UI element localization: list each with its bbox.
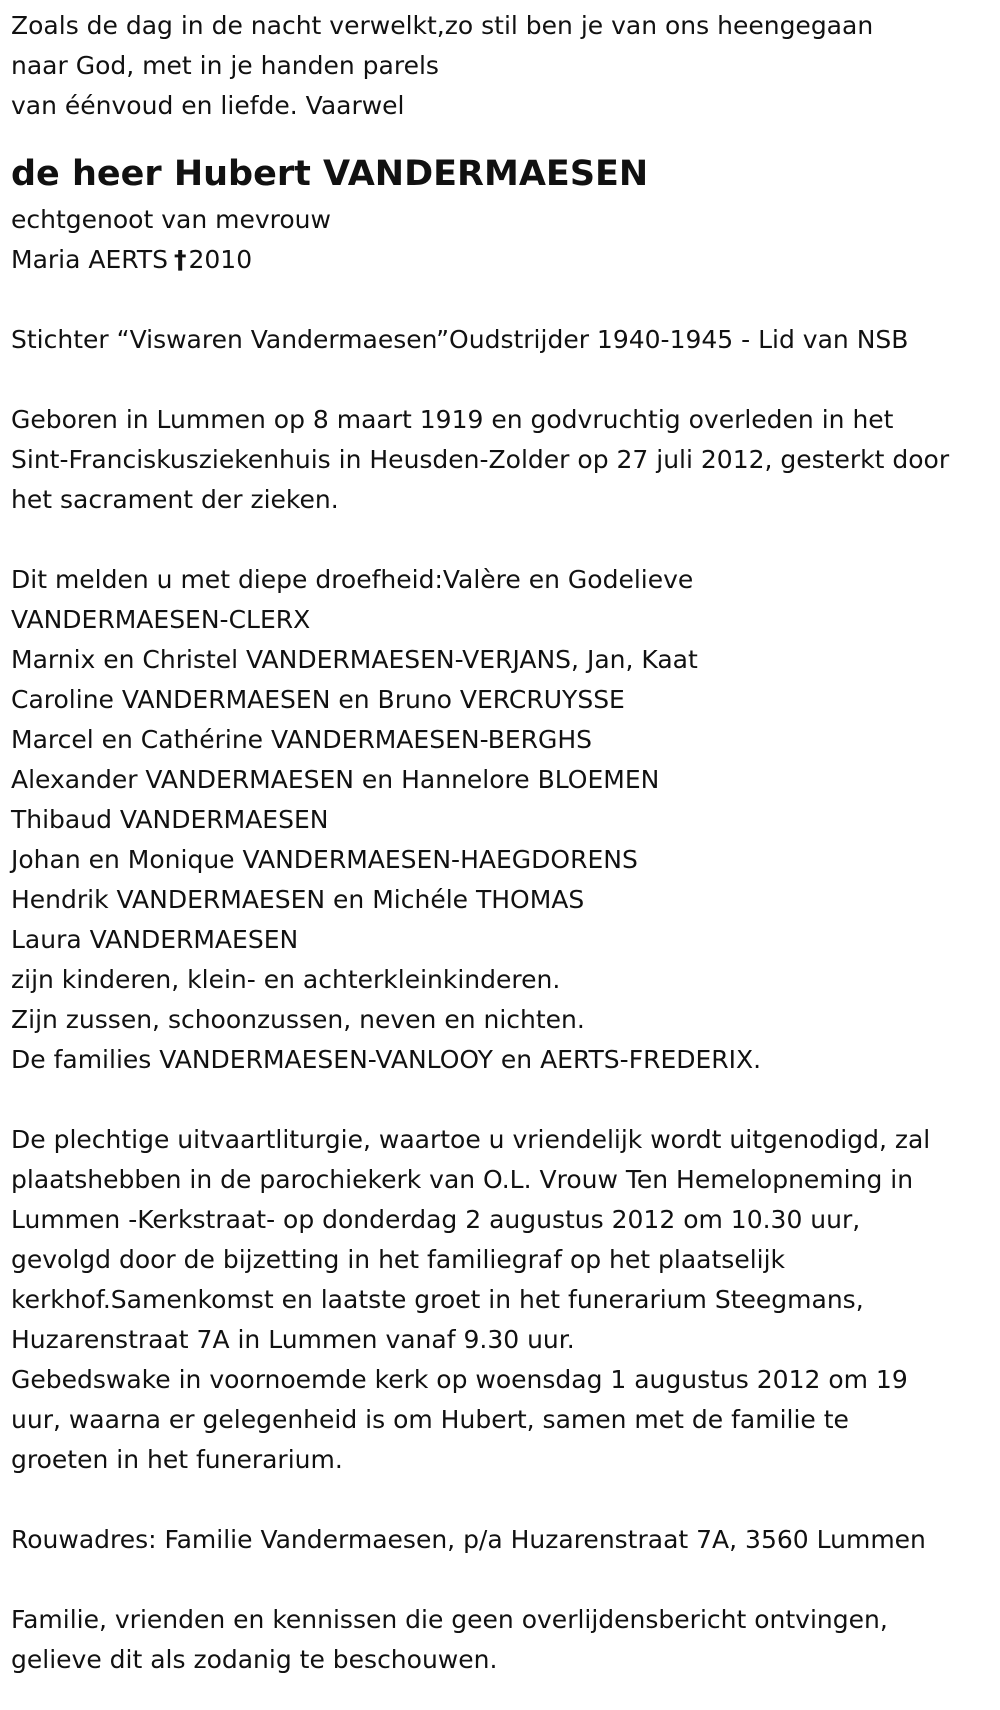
mourner-line: De families VANDERMAESEN-VANLOOY en AERTS-FREDERIX. — [11, 1045, 762, 1074]
funeral-line: Gebedswake in voornoemde kerk op woensdag 1 augustus 2012 om 19 — [11, 1365, 908, 1394]
mourner-line: Thibaud VANDERMAESEN — [11, 805, 329, 834]
spouse-name: Maria AERTS — [11, 245, 168, 274]
funeral-line: uur, waarna er gelegenheid is om Hubert, samen met de familie te — [11, 1405, 849, 1434]
birth-death-line: Geboren in Lummen op 8 maart 1919 en godvruchtig overleden in het — [11, 405, 894, 434]
mourner-line: Marcel en Cathérine VANDERMAESEN-BERGHS — [11, 725, 593, 754]
funeral-line: Huzarenstraat 7A in Lummen vanaf 9.30 uur. — [11, 1325, 575, 1354]
closing-block — [11, 1600, 1000, 1680]
funeral-line: Lummen -Kerkstraat- op donderdag 2 augustus 2012 om 10.30 uur, — [11, 1205, 861, 1234]
birth-death-block — [11, 400, 1000, 520]
mourner-line: Marnix en Christel VANDERMAESEN-VERJANS, Jan, Kaat — [11, 645, 698, 674]
poem-line: van éénvoud en liefde. Vaarwel — [11, 91, 405, 120]
funeral-line: kerkhof.Samenkomst en laatste groet in het funerarium Steegmans, — [11, 1285, 864, 1314]
funeral-line: De plechtige uitvaartliturgie, waartoe u vriendelijk wordt uitgenodigd, zal — [11, 1125, 931, 1154]
funeral-block — [11, 1120, 1000, 1480]
address-line: Rouwadres: Familie Vandermaesen, p/a Huzarenstraat 7A, 3560 Lummen — [11, 1525, 926, 1554]
spouse-block — [11, 200, 1000, 280]
spouse-line — [11, 240, 1000, 280]
mourner-line: Alexander VANDERMAESEN en Hannelore BLOEMEN — [11, 765, 660, 794]
mourner-line: Johan en Monique VANDERMAESEN-HAEGDORENS — [11, 845, 638, 874]
closing-line: Familie, vrienden en kennissen die geen overlijdensbericht ontvingen, — [11, 1605, 888, 1634]
poem-line: Zoals de dag in de nacht verwelkt,zo stil ben je van ons heengegaan — [11, 11, 874, 40]
closing-line: gelieve dit als zodanig te beschouwen. — [11, 1645, 498, 1674]
deceased-name: de heer Hubert VANDERMAESEN — [11, 154, 649, 194]
mourner-line: Zijn zussen, schoonzussen, neven en nichten. — [11, 1005, 585, 1034]
poem-block — [11, 6, 1000, 126]
mourner-line: zijn kinderen, klein- en achterkleinkinderen. — [11, 965, 561, 994]
mourner-line: Laura VANDERMAESEN — [11, 925, 299, 954]
spouse-death-year: 2010 — [188, 245, 253, 274]
birth-death-line: Sint-Franciskusziekenhuis in Heusden-Zolder op 27 juli 2012, gesterkt door — [11, 445, 950, 474]
mourner-line: Dit melden u met diepe droefheid:Valère en Godelieve — [11, 565, 694, 594]
mourner-line: Caroline VANDERMAESEN en Bruno VERCRUYSSE — [11, 685, 625, 714]
titles-line: Stichter “Viswaren Vandermaesen”Oudstrijder 1940-1945 - Lid van NSB — [11, 325, 909, 354]
funeral-line: groeten in het funerarium. — [11, 1445, 343, 1474]
mourner-line: VANDERMAESEN-CLERX — [11, 605, 311, 634]
poem-line: naar God, met in je handen parels — [11, 51, 439, 80]
funeral-line: gevolgd door de bijzetting in het familiegraf op het plaatselijk — [11, 1245, 786, 1274]
spouse-intro: echtgenoot van mevrouw — [11, 205, 331, 234]
mourners-block — [11, 560, 1000, 1080]
cross-icon: † — [173, 245, 187, 274]
mourner-line: Hendrik VANDERMAESEN en Michéle THOMAS — [11, 885, 585, 914]
funeral-line: plaatshebben in de parochiekerk van O.L. Vrouw Ten Hemelopneming in — [11, 1165, 914, 1194]
birth-death-line: het sacrament der zieken. — [11, 485, 339, 514]
